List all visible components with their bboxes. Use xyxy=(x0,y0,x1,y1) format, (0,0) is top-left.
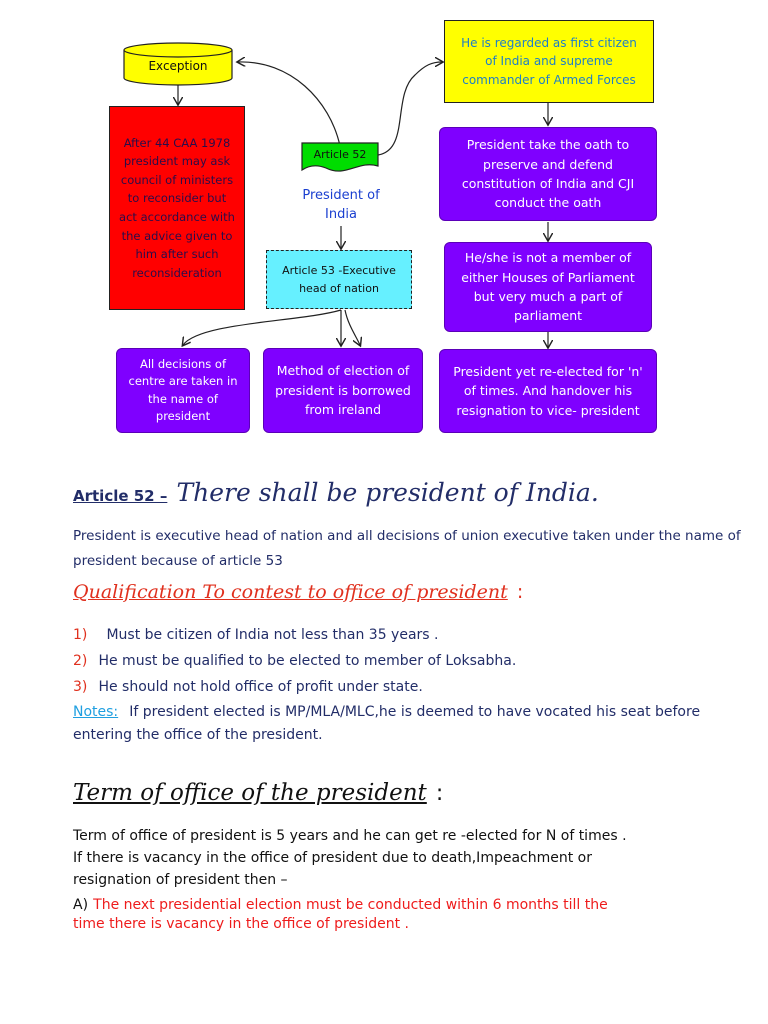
election-method-box: Method of election of president is borrowed from ireland xyxy=(263,348,423,433)
term-line3: resignation of president then – xyxy=(73,872,288,888)
notes-label: Notes: xyxy=(73,704,119,720)
a-label: A) xyxy=(73,897,89,913)
term-line2: If there is vacancy in the office of president due to death,Impeachment or xyxy=(73,850,592,866)
q1-number: 1) xyxy=(73,627,88,643)
article52-label: Article 52 – xyxy=(73,487,168,505)
decisions-box: All decisions of centre are taken in the name of president xyxy=(116,348,250,433)
notes-text-line2: entering the office of the president. xyxy=(73,727,323,743)
article52-heading xyxy=(73,478,599,507)
term-line1: Term of office of president is 5 years and he can get re -elected for N of times . xyxy=(73,828,627,844)
qualification-heading xyxy=(73,581,523,603)
exception-label: Exception xyxy=(148,58,208,73)
qualification-colon: : xyxy=(516,581,524,603)
caa-1978-box: After 44 CAA 1978 president may ask council of ministers to reconsider but act accordance with the advice given to him after such reconsideration xyxy=(109,106,245,310)
qualification-item-1 xyxy=(73,624,438,643)
arrow-article52-to-exception xyxy=(238,62,340,146)
qualification-item-2 xyxy=(73,650,516,669)
parliament-box: He/she is not a member of either Houses of Parliament but very much a part of parliament xyxy=(444,242,652,332)
reelected-box: President yet re-elected for 'n' of times. And handover his resignation to vice- president xyxy=(439,349,657,433)
q2-number: 2) xyxy=(73,653,88,669)
q3-number: 3) xyxy=(73,679,88,695)
arrow-article53-to-reelected xyxy=(345,310,360,345)
term-item-a xyxy=(73,894,608,913)
term-heading xyxy=(73,780,443,806)
article52-quote: There shall be president of India. xyxy=(176,478,599,507)
q1-text: Must be citizen of India not less than 35 years . xyxy=(106,627,439,643)
article52-flag-label: Article 52 xyxy=(313,148,367,162)
a-text-line1: The next presidential election must be conducted within 6 months till the xyxy=(93,897,608,913)
president-of-india-label: President of India xyxy=(302,187,380,222)
oath-box: President take the oath to preserve and defend constitution of India and CJI conduct the oath xyxy=(439,127,657,221)
qualification-item-3 xyxy=(73,676,423,695)
arrow-article52-to-first-citizen xyxy=(378,62,442,155)
exec-head-line2: president because of article 53 xyxy=(73,553,283,569)
q3-text: He should not hold office of profit under state. xyxy=(98,679,423,695)
notes-text-line1: If president elected is MP/MLA/MLC,he is deemed to have vocated his seat before xyxy=(129,704,701,720)
article53-box: Article 53 -Executive head of nation xyxy=(266,250,412,309)
a-text-line2: time there is vacancy in the office of president . xyxy=(73,916,409,932)
arrow-article53-to-decisions xyxy=(183,310,341,345)
q2-text: He must be qualified to be elected to member of Loksabha. xyxy=(98,653,517,669)
term-colon: : xyxy=(435,781,444,806)
first-citizen-box: He is regarded as first citizen of India and supreme commander of Armed Forces xyxy=(444,20,654,103)
exec-head-line1: President is executive head of nation and all decisions of union executive taken under the name of xyxy=(73,528,741,544)
term-title: Term of office of the president xyxy=(73,780,427,806)
qualification-title: Qualification To contest to office of president xyxy=(73,581,508,603)
notes-line1 xyxy=(73,701,700,720)
